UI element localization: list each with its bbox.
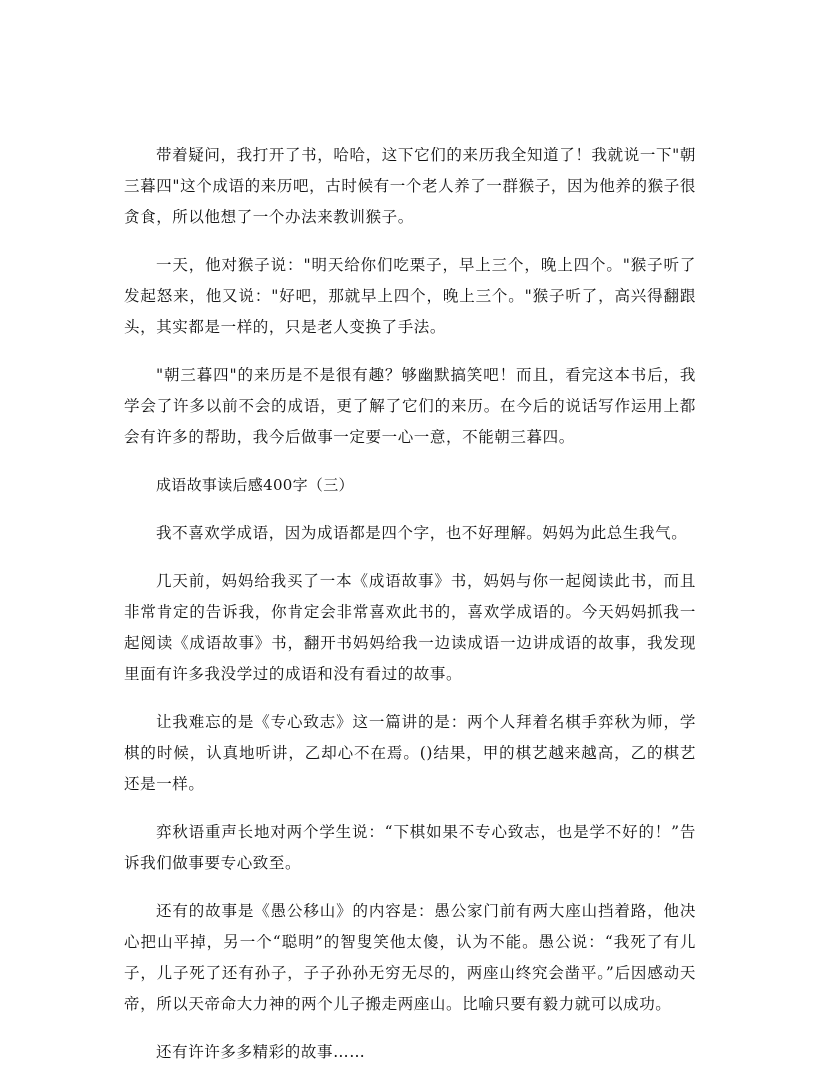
paragraph: 还有的故事是《愚公移山》的内容是：愚公家门前有两大座山挡着路，他决心把山平掉，另一个“聪明”的智叟笑他太傻，认为不能。愚公说：“我死了有儿子，儿子死了还有孙子，子子孙孙无穷无尽的，两座山终究会凿平。”后因感动天帝，所以天帝命大力神的两个儿子搬走两座山。比喻只要有毅力就可以成功。 [124,902,696,1013]
paragraph: 我不喜欢学成语，因为成语都是四个字，也不好理解。妈妈为此总生我气。 [156,524,688,542]
section-heading: 成语故事读后感400字（三） [156,476,354,494]
paragraph: 弈秋语重声长地对两个学生说：“下棋如果不专心致志，也是学不好的！”告诉我们做事要专心致至。 [124,823,696,872]
paragraph: "朝三暮四"的来历是不是很有趣？够幽默搞笑吧！而且，看完这本书后，我学会了许多以前不会的成语，更了解了它们的来历。在今后的说话写作运用上都会有许多的帮助，我今后做事一定要一心一意，不能朝三暮四。 [124,366,696,446]
paragraph: 还有许许多多精彩的故事…… [156,1043,366,1061]
paragraph: 一天，他对猴子说："明天给你们吃栗子，早上三个，晚上四个。"猴子听了发起怒来，他又说："好吧，那就早上四个，晚上三个。"猴子听了，高兴得翻跟头，其实都是一样的，只是老人变换了手法。 [124,256,696,336]
paragraph: 带着疑问，我打开了书，哈哈，这下它们的来历我全知道了！我就说一下"朝三暮四"这个成语的来历吧，古时候有一个老人养了一群猴子，因为他养的猴子很贪食，所以他想了一个办法来教训猴子。 [124,146,696,226]
paragraph: 几天前，妈妈给我买了一本《成语故事》书，妈妈与你一起阅读此书，而且非常肯定的告诉我，你肯定会非常喜欢此书的，喜欢学成语的。今天妈妈抓我一起阅读《成语故事》书，翻开书妈妈给我一边读成语一边讲成语的故事，我发现里面有许多我没学过的成语和没有看过的故事。 [124,572,696,683]
document-body [124,140,696,1085]
paragraph: 让我难忘的是《专心致志》这一篇讲的是：两个人拜着名棋手弈秋为师，学棋的时候，认真地听讲，乙却心不在焉。()结果，甲的棋艺越来越高，乙的棋艺还是一样。 [124,713,696,793]
